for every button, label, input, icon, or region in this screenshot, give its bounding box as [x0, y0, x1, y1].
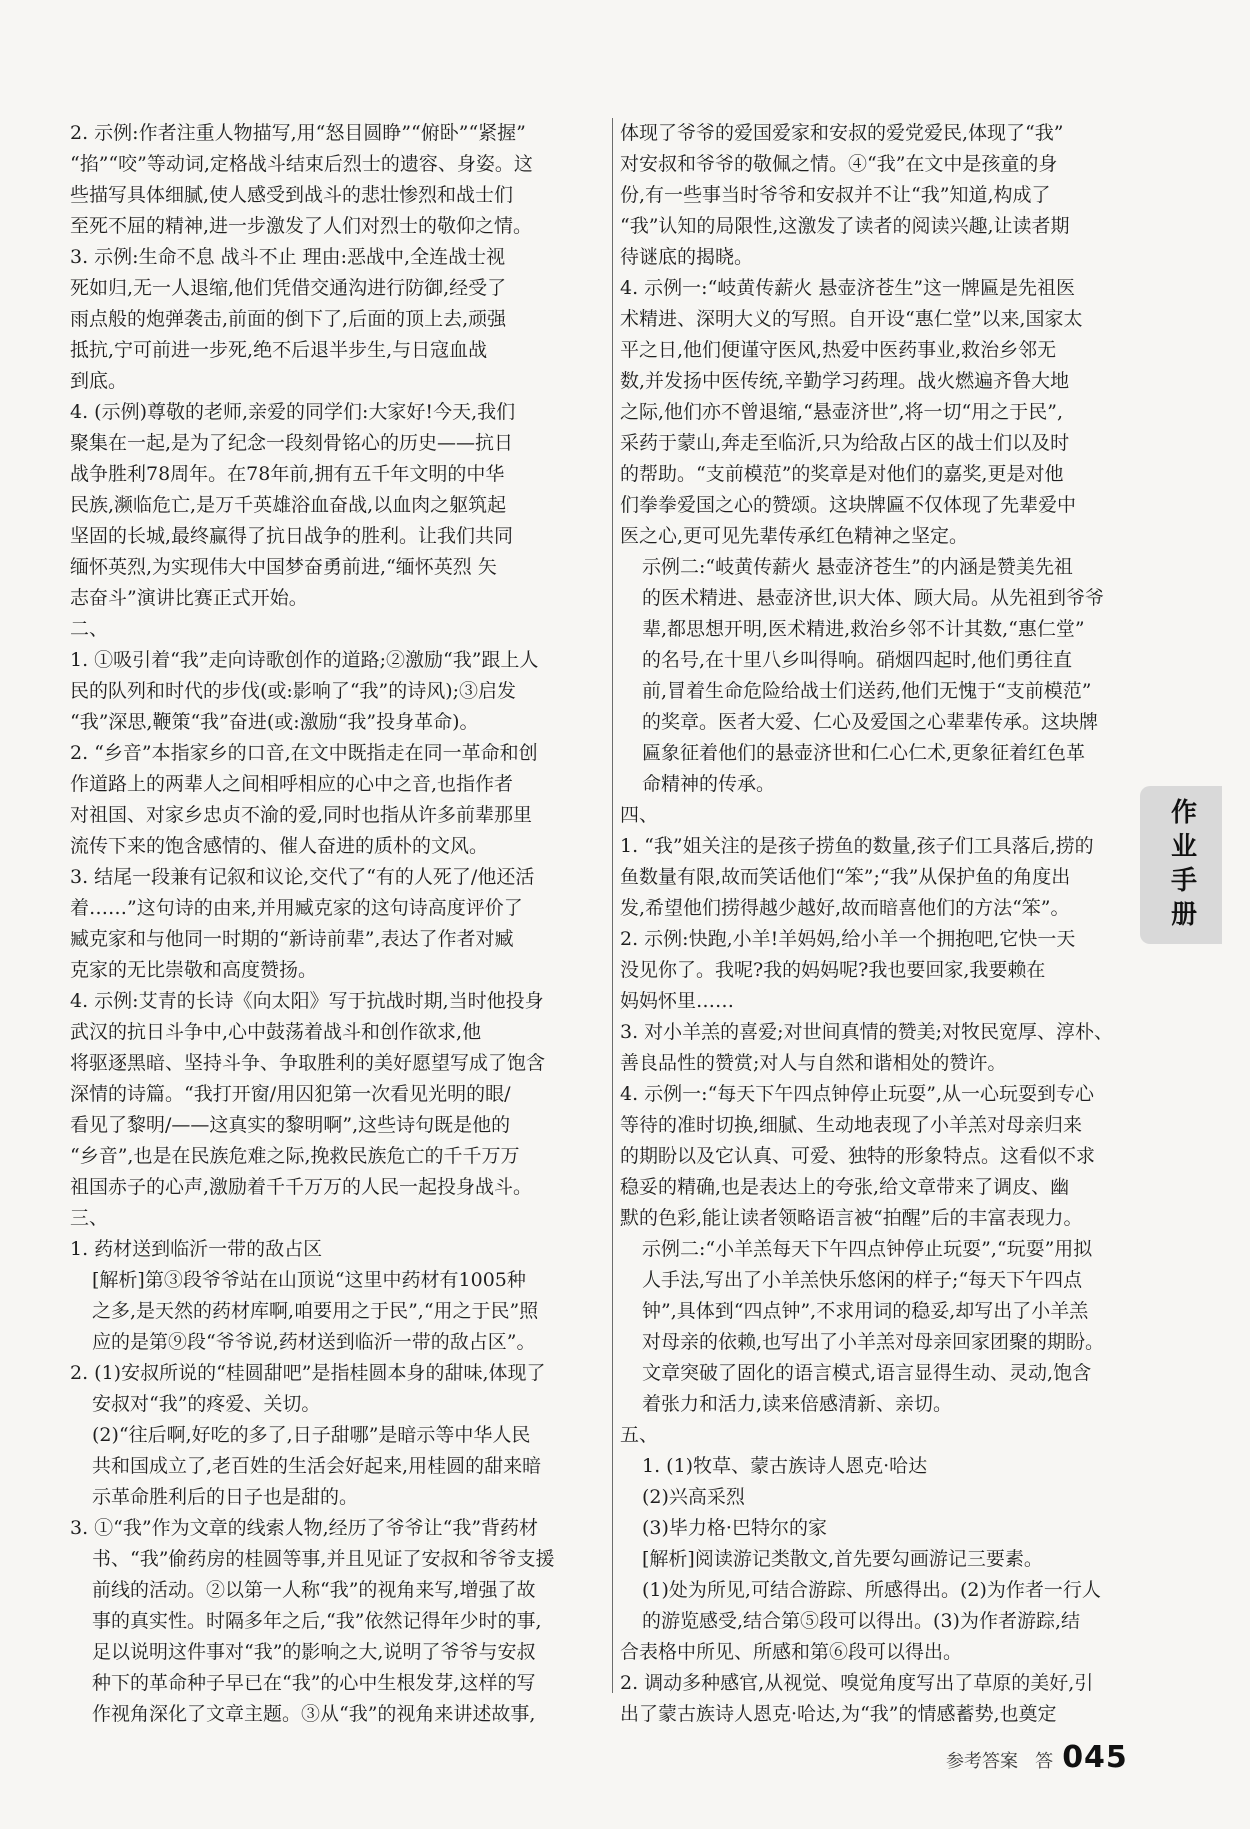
- side-tab-label: 作业手册: [1170, 798, 1197, 930]
- text-line: 祖国赤子的心声,激励着千千万万的人民一起投身战斗。: [70, 1176, 533, 1198]
- text-line: 缅怀英烈,为实现伟大中国梦奋勇前进,“缅怀英烈 矢: [70, 556, 497, 578]
- text-line: 战争胜利78周年。在78年前,拥有五千年文明的中华: [70, 463, 505, 485]
- text-line: 聚集在一起,是为了纪念一段刻骨铭心的历史——抗日: [70, 432, 514, 454]
- text-line: 对祖国、对家乡忠贞不渝的爱,同时也指从许多前辈那里: [70, 804, 533, 826]
- text-line: 五、: [620, 1424, 659, 1446]
- text-line: 种下的革命种子早已在“我”的心中生根发芽,这样的写: [92, 1672, 536, 1694]
- text-line: 妈妈怀里……: [620, 990, 735, 1012]
- text-line: 1. 药材送到临沂一带的敌占区: [70, 1238, 323, 1260]
- text-line: 三、: [70, 1207, 109, 1229]
- text-line: 钟”,具体到“四点钟”,不求用词的稳妥,却写出了小羊羔: [642, 1300, 1089, 1322]
- text-line: 民的队列和时代的步伐(或:影响了“我”的诗风);③启发: [70, 680, 517, 702]
- text-line: 前线的活动。②以第一人称“我”的视角来写,增强了故: [92, 1579, 536, 1601]
- text-line: 4. (示例)尊敬的老师,亲爱的同学们:大家好!今天,我们: [70, 401, 516, 423]
- text-line: 的期盼以及它认真、可爱、独特的形象特点。这看似不求: [620, 1145, 1096, 1167]
- text-line: 安叔对“我”的疼爱、关切。: [92, 1393, 321, 1415]
- text-line: 没见你了。我呢?我的妈妈呢?我也要回家,我要赖在: [620, 959, 1046, 981]
- text-line: 人手法,写出了小羊羔快乐悠闲的样子;“每天下午四点: [642, 1269, 1083, 1291]
- text-line: 合表格中所见、所感和第⑥段可以得出。: [620, 1641, 963, 1663]
- text-line: 待谜底的揭晓。: [620, 246, 754, 268]
- text-line: 着张力和活力,读来倍感清新、亲切。: [642, 1393, 953, 1415]
- text-line: 2. 调动多种感官,从视觉、嗅觉角度写出了草原的美好,引: [620, 1672, 1094, 1694]
- text-line: 2. 示例:快跑,小羊!羊妈妈,给小羊一个拥抱吧,它快一天: [620, 928, 1076, 950]
- text-line: 默的色彩,能让读者领略语言被“拍醒”后的丰富表现力。: [620, 1207, 1083, 1229]
- text-line: 的医术精进、悬壶济世,识大体、顾大局。从先祖到爷爷: [642, 587, 1105, 609]
- text-line: (2)“往后啊,好吃的多了,日子甜哪”是暗示等中华人民: [92, 1424, 531, 1446]
- text-line: 流传下来的饱含感情的、催人奋进的质朴的文风。: [70, 835, 489, 857]
- text-line: 至死不屈的精神,进一步激发了人们对烈士的敬仰之情。: [70, 215, 533, 237]
- text-line: 命精神的传承。: [642, 773, 776, 795]
- text-line: 等待的准时切换,细腻、生动地表现了小羊羔对母亲归来: [620, 1114, 1083, 1136]
- text-line: 作道路上的两辈人之间相呼相应的心中之音,也指作者: [70, 773, 514, 795]
- text-line: 四、: [620, 804, 659, 826]
- text-line: 臧克家和与他同一时期的“新诗前辈”,表达了作者对臧: [70, 928, 514, 950]
- text-line: 3. 结尾一段兼有记叙和议论,交代了“有的人死了/他还活: [70, 866, 535, 888]
- text-line: 死如归,无一人退缩,他们凭借交通沟进行防御,经受了: [70, 277, 507, 299]
- right-column: [620, 118, 1150, 1730]
- text-line: 3. ①“我”作为文章的线索人物,经历了爷爷让“我”背药材: [70, 1517, 539, 1539]
- text-line: 4. 示例:艾青的长诗《向太阳》写于抗战时期,当时他投身: [70, 990, 544, 1012]
- text-line: 足以说明这件事对“我”的影响之大,说明了爷爷与安叔: [92, 1641, 536, 1663]
- text-line: 雨点般的炮弹袭击,前面的倒下了,后面的顶上去,顽强: [70, 308, 507, 330]
- text-line: 事的真实性。时隔多年之后,“我”依然记得年少时的事,: [92, 1610, 542, 1632]
- text-line: 采药于蒙山,奔走至临沂,只为给敌占区的战士们以及时: [620, 432, 1070, 454]
- text-line: 武汉的抗日斗争中,心中鼓荡着战斗和创作欲求,他: [70, 1021, 482, 1043]
- text-line: “掐”“咬”等动词,定格战斗结束后烈士的遗容、身姿。这: [70, 153, 533, 175]
- text-line: 1. “我”姐关注的是孩子捞鱼的数量,孩子们工具落后,捞的: [620, 835, 1094, 857]
- text-line: 深情的诗篇。“我打开窗/用囚犯第一次看见光明的眼/: [70, 1083, 511, 1105]
- text-line: 示革命胜利后的日子也是甜的。: [92, 1486, 359, 1508]
- text-line: 2. (1)安叔所说的“桂圆甜吧”是指桂圆本身的甜味,体现了: [70, 1362, 546, 1384]
- text-line: 3. 对小羊羔的喜爱;对世间真情的赞美;对牧民宽厚、淳朴、: [620, 1021, 1113, 1043]
- text-line: 民族,濒临危亡,是万千英雄浴血奋战,以血肉之躯筑起: [70, 494, 507, 516]
- text-line: 到底。: [70, 370, 128, 392]
- text-line: 示例二:“小羊羔每天下午四点钟停止玩耍”,“玩耍”用拟: [642, 1238, 1093, 1260]
- footer-section-label: 参考答案: [946, 1751, 1018, 1772]
- page-number: 045: [1062, 1740, 1128, 1775]
- text-line: 平之日,他们便谨守医风,热爱中医药事业,救治乡邻无: [620, 339, 1057, 361]
- text-line: 应的是第⑨段“爷爷说,药材送到临沂一带的敌占区”。: [92, 1331, 536, 1353]
- text-line: 1. (1)牧草、蒙古族诗人恩克·哈达: [642, 1455, 928, 1477]
- text-line: 示例二:“岐黄传薪火 悬壶济苍生”的内涵是赞美先祖: [642, 556, 1073, 578]
- text-line: 的名号,在十里八乡叫得响。硝烟四起时,他们勇往直: [642, 649, 1073, 671]
- text-line: (2)兴高采烈: [642, 1486, 745, 1508]
- text-line: 些描写具体细腻,使人感受到战斗的悲壮惨烈和战士们: [70, 184, 514, 206]
- text-line: 发,希望他们捞得越少越好,故而暗喜他们的方法“笨”。: [620, 897, 1070, 919]
- text-line: “我”深思,鞭策“我”奋进(或:激励“我”投身革命)。: [70, 711, 479, 733]
- text-line: 文章突破了固化的语言模式,语言显得生动、灵动,饱含: [642, 1362, 1092, 1384]
- text-line: 之际,他们亦不曾退缩,“悬壶济世”,将一切“用之于民”,: [620, 401, 1064, 423]
- text-line: 的奖章。医者大爱、仁心及爱国之心辈辈传承。这块牌: [642, 711, 1099, 733]
- text-line: 坚固的长城,最终赢得了抗日战争的胜利。让我们共同: [70, 525, 514, 547]
- text-line: 对母亲的依赖,也写出了小羊羔对母亲回家团聚的期盼。: [642, 1331, 1105, 1353]
- text-line: 3. 示例:生命不息 战斗不止 理由:恶战中,全连战士视: [70, 246, 506, 268]
- text-line: 着……”这句诗的由来,并用臧克家的这句诗高度评价了: [70, 897, 523, 919]
- column-divider: [612, 118, 613, 1693]
- text-line: 出了蒙古族诗人恩克·哈达,为“我”的情感蓄势,也奠定: [620, 1703, 1057, 1725]
- text-line: 们拳拳爱国之心的赞颂。这块牌匾不仅体现了先辈爱中: [620, 494, 1077, 516]
- text-line: 志奋斗”演讲比赛正式开始。: [70, 587, 308, 609]
- text-line: 善良品性的赞赏;对人与自然和谐相处的赞许。: [620, 1052, 1007, 1074]
- text-line: (3)毕力格·巴特尔的家: [642, 1517, 827, 1539]
- text-line: 2. 示例:作者注重人物描写,用“怒目圆睁”“俯卧”“紧握”: [70, 122, 526, 144]
- text-line: “乡音”,也是在民族危难之际,挽救民族危亡的千千万万: [70, 1145, 520, 1167]
- text-line: [解析]阅读游记类散文,首先要勾画游记三要素。: [642, 1548, 1043, 1570]
- text-line: 作视角深化了文章主题。③从“我”的视角来讲述故事,: [92, 1703, 536, 1725]
- text-line: 份,有一些事当时爷爷和安叔并不让“我”知道,构成了: [620, 184, 1051, 206]
- text-line: 的游览感受,结合第⑤段可以得出。(3)为作者游踪,结: [642, 1610, 1080, 1632]
- page-footer: [946, 1740, 1128, 1775]
- text-line: 稳妥的精确,也是表达上的夸张,给文章带来了调皮、幽: [620, 1176, 1070, 1198]
- text-line: 书、“我”偷药房的桂圆等事,并且见证了安叔和爷爷支援: [92, 1548, 555, 1570]
- text-line: 2. “乡音”本指家乡的口音,在文中既指走在同一革命和创: [70, 742, 538, 764]
- text-line: 前,冒着生命危险给战士们送药,他们无愧于“支前模范”: [642, 680, 1092, 702]
- text-line: 4. 示例一:“岐黄传薪火 悬壶济苍生”这一牌匾是先祖医: [620, 277, 1076, 299]
- text-line: 对安叔和爷爷的敬佩之情。④“我”在文中是孩童的身: [620, 153, 1058, 175]
- text-line: (1)处为所见,可结合游踪、所感得出。(2)为作者一行人: [642, 1579, 1101, 1601]
- text-line: 辈,都思想开明,医术精进,救治乡邻不计其数,“惠仁堂”: [642, 618, 1085, 640]
- text-line: 二、: [70, 618, 109, 640]
- text-line: 术精进、深明大义的写照。自开设“惠仁堂”以来,国家太: [620, 308, 1083, 330]
- text-line: 将驱逐黑暗、坚持斗争、争取胜利的美好愿望写成了饱含: [70, 1052, 546, 1074]
- text-line: 体现了爷爷的爱国爱家和安叔的爱党爱民,体现了“我”: [620, 122, 1064, 144]
- text-line: 匾象征着他们的悬壶济世和仁心仁术,更象征着红色革: [642, 742, 1086, 764]
- text-line: 鱼数量有限,故而笑话他们“笨”;“我”从保护鱼的角度出: [620, 866, 1071, 888]
- text-line: 4. 示例一:“每天下午四点钟停止玩耍”,从一心玩耍到专心: [620, 1083, 1095, 1105]
- text-line: 共和国成立了,老百姓的生活会好起来,用桂圆的甜来暗: [92, 1455, 542, 1477]
- footer-answer-prefix: 答: [1035, 1751, 1054, 1772]
- text-line: 看见了黎明/——这真实的黎明啊”,这些诗句既是他的: [70, 1114, 511, 1136]
- text-line: 克家的无比崇敬和高度赞扬。: [70, 959, 318, 981]
- text-line: 医之心,更可见先辈传承红色精神之坚定。: [620, 525, 969, 547]
- text-line: 1. ①吸引着“我”走向诗歌创作的道路;②激励“我”跟上人: [70, 649, 539, 671]
- text-line: “我”认知的局限性,这激发了读者的阅读兴趣,让读者期: [620, 215, 1070, 237]
- text-line: [解析]第③段爷爷站在山顶说“这里中药材有1005种: [92, 1269, 526, 1291]
- left-column: [70, 118, 610, 1730]
- side-tab: [1140, 786, 1222, 944]
- text-line: 的帮助。“支前模范”的奖章是对他们的嘉奖,更是对他: [620, 463, 1064, 485]
- text-line: 数,并发扬中医传统,辛勤学习药理。战火燃遍齐鲁大地: [620, 370, 1070, 392]
- text-line: 之多,是天然的药材库啊,咱要用之于民”,“用之于民”照: [92, 1300, 539, 1322]
- text-line: 抵抗,宁可前进一步死,绝不后退半步生,与日寇血战: [70, 339, 488, 361]
